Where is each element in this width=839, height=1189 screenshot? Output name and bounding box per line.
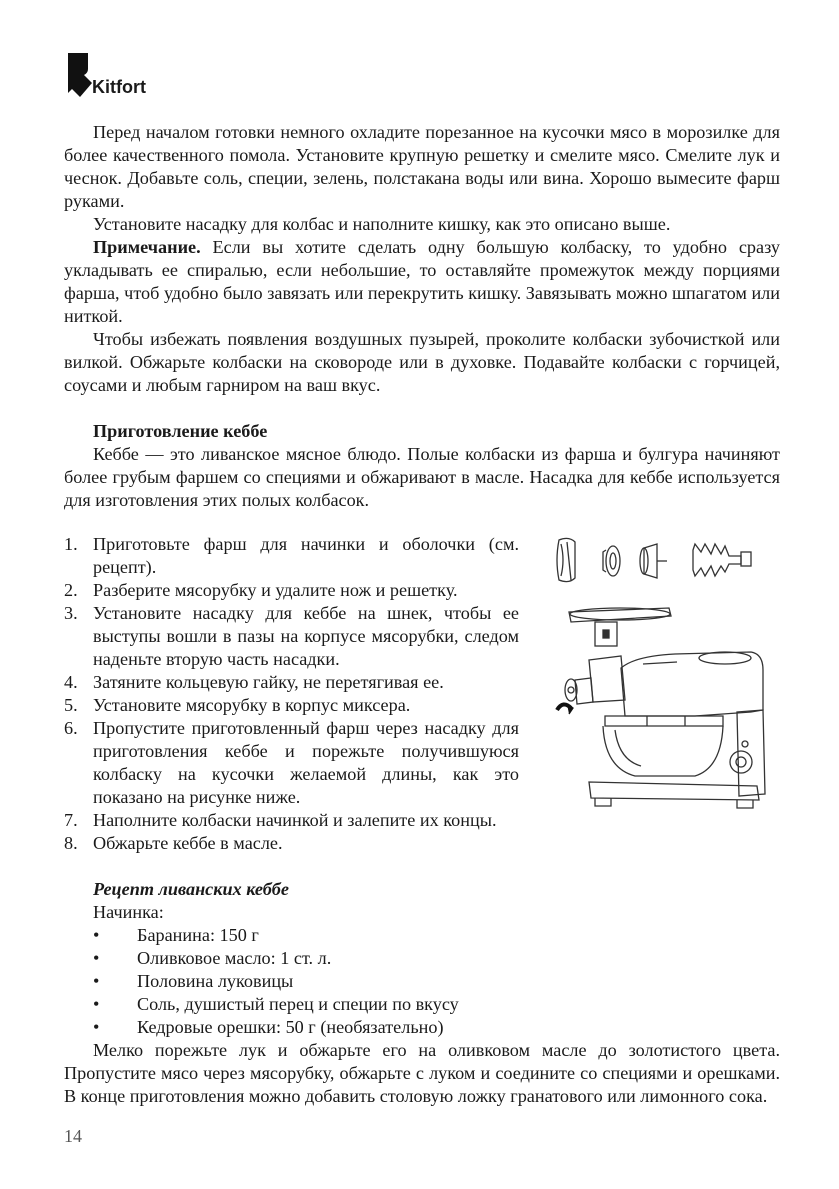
mixer-body-icon (557, 608, 765, 808)
intro-paragraph-3: Чтобы избежать появления воздушных пузырей, проколите колбаски зубочисткой или вилкой. Обжарьте колбаски на сковороде или в духовке. Подавайте колбаски с горчицей, соусами и любым гарниром на ваш вкус. (64, 329, 780, 395)
step-item: 7. Наполните колбаски начинкой и залепите их концы. (64, 810, 497, 830)
step-item: 3. Установите насадку для кеббе на шнек, чтобы ее выступы вошли в пазы на корпусе мясорубки, следом наденьте вторую часть насадки. (64, 603, 519, 669)
mixer-kebbe-attachment-illustration (545, 530, 775, 820)
attachment-parts-icon (557, 538, 751, 581)
ingredient-item: • Соль, душистый перец и специи по вкусу (93, 994, 459, 1014)
ingredient-item: • Оливковое масло: 1 ст. л. (93, 948, 332, 968)
ingredient-list (64, 924, 780, 1039)
ingredient-item: • Половина луковицы (93, 971, 294, 991)
brand-name: Kitfort (92, 77, 146, 97)
kitfort-logo-mark-icon (66, 53, 92, 99)
note-text: Если вы хотите сделать одну большую колбаску, то удобно сразу укладывать ее спиралью, если небольшие, то оставляйте промежуток между порциями фарша, чтоб удобно было завязать или перекрутить кишку. Завязывать можно шпагатом или ниткой. (64, 237, 780, 326)
recipe-heading: Рецепт ливанских кеббе (93, 879, 289, 899)
step-item: 5. Установите мясорубку в корпус миксера. (64, 695, 411, 715)
step-item: 2. Разберите мясорубку и удалите нож и решетку. (64, 580, 458, 600)
step-item: 1. Приготовьте фарш для начинки и оболочки (см. рецепт). (64, 534, 519, 577)
filling-label: Начинка: (93, 902, 164, 922)
kebbe-steps-list (64, 533, 519, 855)
step-item: 6. Пропустите приготовленный фарш через насадку для приготовления кеббе и порежьте получившуюся колбаску на кусочки желаемой длины, как это показано на рисунке ниже. (64, 718, 519, 807)
recipe-method: Мелко порежьте лук и обжарьте его на оливковом масле до золотистого цвета. Пропустите мясо через мясорубку, обжарьте с луком и соедините со специями и орешками. В конце приготовления можно добавить столовую ложку гранатового или лимонного сока. (64, 1040, 780, 1106)
step-item: 4. Затяните кольцевую гайку, не перетягивая ее. (64, 672, 444, 692)
ingredient-item: • Баранина: 150 г (93, 925, 259, 945)
kebbe-heading: Приготовление кеббе (93, 421, 268, 441)
note-paragraph (64, 236, 780, 328)
intro-paragraph-1: Перед началом готовки немного охладите порезанное на кусочки мясо в морозилке для более качественного помола. Установите крупную решетку и смелите мясо. Смелите лук и чеснок. Добавьте соль, специи, зелень, полстакана воды или вина. Хорошо вымесите фарш руками. (64, 122, 780, 211)
kebbe-description: Кеббе — это ливанское мясное блюдо. Полые колбаски из фарша и булгура начиняют более грубым фаршем со специями и обжаривают в масле. Насадка для кеббе используется для изготовления этих полых колбасок. (64, 444, 780, 510)
ingredient-item: • Кедровые орешки: 50 г (необязательно) (93, 1017, 444, 1037)
intro-paragraph-2: Установите насадку для колбас и наполните кишку, как это описано выше. (93, 214, 671, 234)
page-number: 14 (64, 1126, 82, 1146)
stand-mixer-icon (545, 530, 775, 820)
step-item: 8. Обжарьте кеббе в масле. (64, 833, 283, 853)
kitfort-logo (66, 53, 176, 99)
note-label: Примечание. (93, 237, 201, 257)
